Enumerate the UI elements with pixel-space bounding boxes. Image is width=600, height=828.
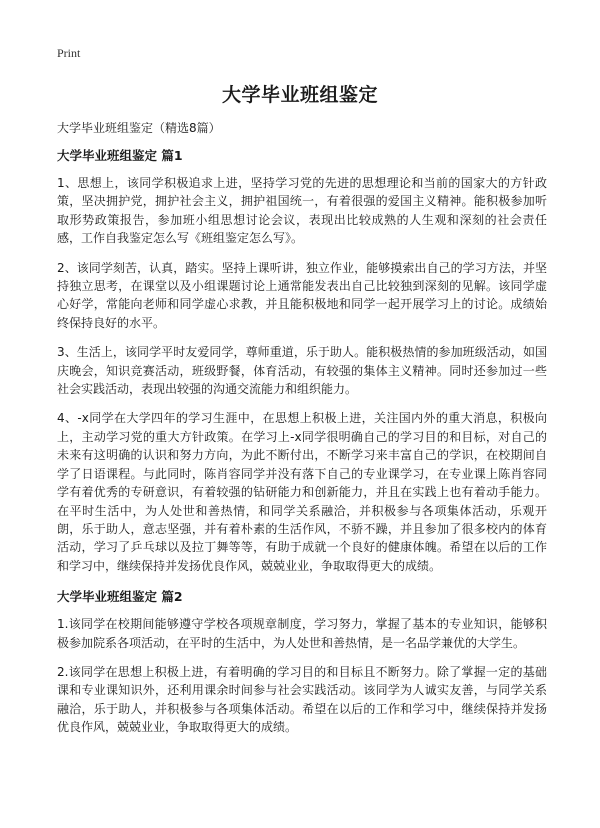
document-subtitle: 大学毕业班组鉴定（精选8篇） — [57, 121, 221, 135]
paragraph: 1.该同学在校期间能够遵守学校各项规章制度，学习努力，掌握了基本的专业知识，能够积极参加院系各项活动，在平时的生活中，为人处世和善热情，是一名品学兼优的大学生。 — [57, 617, 547, 650]
print-label: Print — [57, 46, 81, 60]
document-title: 大学毕业班组鉴定 — [221, 84, 378, 106]
document-body — [57, 120, 547, 737]
paragraph: 4、-x同学在大学四年的学习生涯中，在思想上积极上进，关注国内外的重大消息，积极向上，主动学习党的重大方针政策。在学习上-x同学很明确自己的学习目的和目标，对自己的未来有这明确的认识和努力方向，为此不断付出，不断学习来丰富自己的学识，在校期间自学了日语课程。与此同时，陈肖容同学并没有落下自己的专业课学习，在专业课上陈肖容同学有着优秀的专研意识，有着较强的钻研能力和创新能力，并且在实践上也有着动手能力。在平时生活中，为人处世和善热情，和同学关系融洽，并积极参与各项集体活动，乐观开朗，乐于助人，意志坚强，并有着朴素的生活作风，不骄不躁，并且参加了很多校内的体育活动，学习了乒乓球以及拉丁舞等等，有助于成就一个良好的健康体魄。希望在以后的工作和学习中，继续保持并发扬优良作风，兢兢业业，争取取得更大的成绩。 — [57, 411, 547, 573]
section-1 — [57, 148, 547, 575]
paragraph: 2、该同学刻苦，认真，踏实。坚持上课听讲，独立作业，能够摸索出自己的学习方法，并坚持独立思考，在课堂以及小组课题讨论上通常能发表出自己比较独到深刻的见解。该同学虚心好学，常能向老师和同学虚心求教，并且能积极地和同学一起开展学习上的讨论。成绩始终保持良好的水平。 — [57, 260, 547, 330]
paragraph: 3、生活上，该同学平时友爱同学，尊师重道，乐于助人。能积极热情的参加班级活动，如国庆晚会，知识竞赛活动，班级野餐，体育活动，有较强的集体主义精神。同时还参加过一些社会实践活动，表现出较强的沟通交流能力和组织能力。 — [57, 345, 547, 397]
paragraph: 1、思想上，该同学积极追求上进，坚持学习党的先进的思想理论和当前的国家大的方针政策，坚决拥护党，拥护社会主义，拥护祖国统一，有着很强的爱国主义精神。能积极参加听取形势政策报告，参加班小组思想讨论会议，表现出比较成熟的人生观和深刻的社会责任感，工作自我鉴定怎么写《班组鉴定怎么写》。 — [57, 176, 547, 246]
section-heading: 大学毕业班组鉴定 篇2 — [57, 589, 183, 605]
section-heading: 大学毕业班组鉴定 篇1 — [57, 148, 183, 163]
paragraph: 2.该同学在思想上积极上进，有着明确的学习目的和目标且不断努力。除了掌握一定的基础课和专业课知识外，还利用课余时间参与社会实践活动。该同学为人诚实友善，与同学关系融洽，乐于助人，并积极参与各项集体活动。希望在以后的工作和学习中，继续保持并发扬优良作风，兢兢业业，争取取得更大的成绩。 — [57, 664, 547, 735]
section-2 — [57, 589, 547, 736]
